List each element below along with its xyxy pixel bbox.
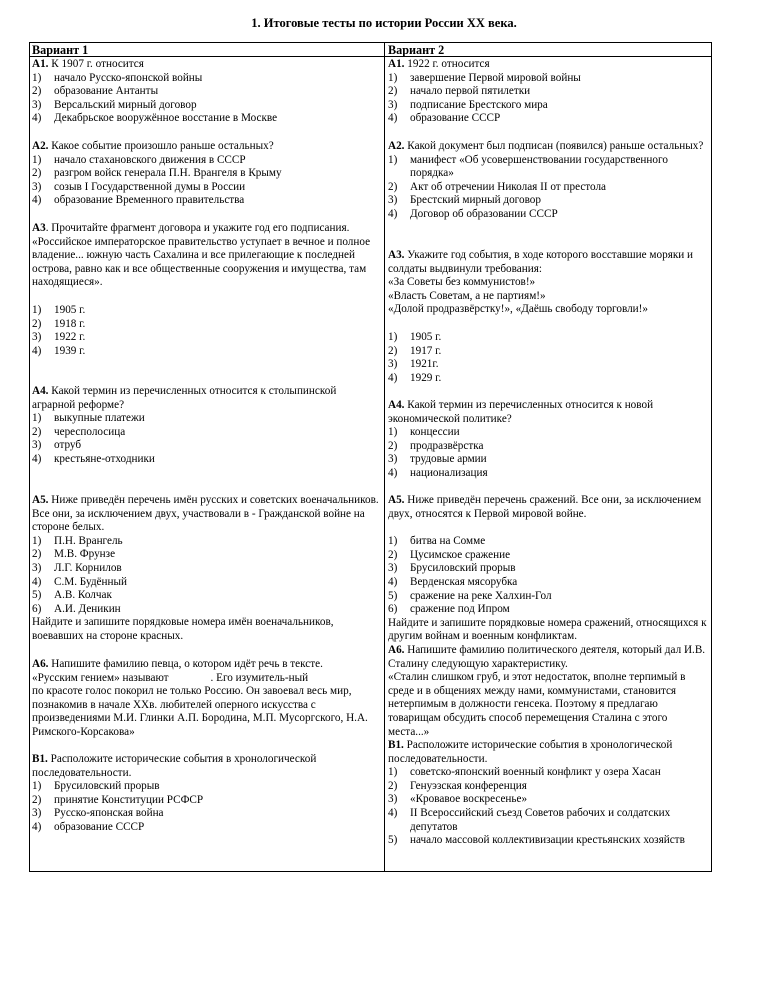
question-text: 1922 г. относится xyxy=(404,58,490,70)
option: 4) Договор об образовании СССР xyxy=(388,207,558,220)
option: 6) А.И. Деникин xyxy=(32,602,121,615)
question-text: Напишите фамилию певца, о котором идёт речь в тексте. xyxy=(48,658,323,670)
question-label: A6. xyxy=(388,644,405,656)
option: 2) М.В. Фрунзе xyxy=(32,548,116,561)
option: 5) сражение на реке Халхин-Гол xyxy=(388,589,552,602)
question-label: A4. xyxy=(388,399,405,411)
question-label: A3. xyxy=(388,249,405,261)
option: 2) начало первой пятилетки xyxy=(388,85,531,98)
v1-question-a5 xyxy=(32,494,382,644)
option: 1) советско-японский военный конфликт у озера Хасан xyxy=(388,766,661,779)
option: 3) подписание Брестского мира xyxy=(388,98,548,111)
document-title: 1. Итоговые тесты по истории России XX века. xyxy=(251,16,517,30)
option: 2) принятие Конституции РСФСР xyxy=(32,793,204,806)
v2-question-a3 xyxy=(388,249,710,385)
slogan: «За Советы без коммунистов!» xyxy=(388,276,536,289)
option: 4) 1939 г. xyxy=(32,344,86,357)
question-label: A3 xyxy=(32,222,46,234)
option: 2) Акт об отречении Николая II от престола xyxy=(388,180,607,193)
option: 2) продразвёрстка xyxy=(388,439,484,452)
option: 3) отруб xyxy=(32,439,82,452)
option: 4) 1929 г. xyxy=(388,371,442,384)
variant-2-header: Вариант 2 xyxy=(388,43,445,57)
v2-question-a2 xyxy=(388,140,710,222)
quote-start: «Русским гением» называют xyxy=(32,671,169,684)
option: 4) национализация xyxy=(388,466,488,479)
question-text: . Прочитайте фрагмент договора и укажите год его подписания. xyxy=(45,222,350,234)
option: 3) Версальский мирный договор xyxy=(32,98,197,111)
question-label: B1. xyxy=(32,753,48,765)
question-label: A2. xyxy=(388,140,405,152)
option: 3) 1922 г. xyxy=(32,331,86,344)
option: 3) трудовые армии xyxy=(388,453,487,466)
question-text: Расположите исторические события в хронологической последовательности. xyxy=(388,739,673,765)
instruction-text: Найдите и запишите порядковые номера сражений, относящихся к другим войнам и военным конфликтам. xyxy=(388,616,707,643)
question-text: Ниже приведён перечень сражений. Все они, за исключением двух, относятся к Первой мировой войне. xyxy=(388,494,702,520)
option: 1) Брусиловский прорыв xyxy=(32,780,160,793)
question-text: Ниже приведён перечень имён русских и советских военачальников. Все они, за исключением двух, участвовали в - Гражданской войне на стороне белых. xyxy=(32,494,379,534)
question-label: A4. xyxy=(32,385,49,397)
option: 3) 1921г. xyxy=(388,358,439,371)
question-label: A1. xyxy=(32,58,49,70)
question-text: Напишите фамилию политического деятеля, который дал И.В. Сталину следующую характеристику. xyxy=(388,644,706,670)
instruction-text: Найдите и запишите порядковые номера имён военачальников, воевавших на стороне красных. xyxy=(32,616,334,642)
v2-question-a1 xyxy=(388,58,710,126)
option: 2) Цусимское сражение xyxy=(388,548,511,561)
option: 4) С.М. Будённый xyxy=(32,575,127,588)
question-label: A5. xyxy=(388,494,405,506)
v2-question-a6 xyxy=(388,644,710,739)
option: 3) Брестский мирный договор xyxy=(388,194,541,207)
question-text: К 1907 г. относится xyxy=(48,58,144,70)
v2-question-b1 xyxy=(388,739,710,848)
option: 1) 1905 г. xyxy=(388,330,442,343)
option: 4) образование СССР xyxy=(388,112,501,125)
v1-question-a3 xyxy=(32,222,382,358)
option: 2) образование Антанты xyxy=(32,85,159,98)
option: 2) 1917 г. xyxy=(388,344,442,357)
option: 1) начало Русско-японской войны xyxy=(32,71,203,84)
option: 1) завершение Первой мировой войны xyxy=(388,71,581,84)
option: 4) образование Временного правительства xyxy=(32,194,245,207)
option: 4) Декабрьское вооружённое восстание в Москве xyxy=(32,112,278,125)
option: 2) чересполосица xyxy=(32,425,126,438)
v1-question-a2 xyxy=(32,140,382,208)
question-label: B1. xyxy=(388,739,404,751)
question-text: Укажите год события, в ходе которого восставшие моряки и солдаты выдвинули требования: xyxy=(388,249,694,275)
option: 4) Верденская мясорубка xyxy=(388,575,518,588)
option: 4) II Всероссийский съезд Советов рабочих и солдатских депутатов xyxy=(388,806,671,833)
question-text: Какой документ был подписан (появился) раньше остальных? xyxy=(404,140,704,152)
slogan: «Власть Советам, а не партиям!» xyxy=(388,289,546,302)
question-text: Какой термин из перечисленных относится к столыпинской аграрной реформе? xyxy=(32,385,337,411)
option: 1) выкупные платежи xyxy=(32,412,145,425)
option: 5) начало массовой коллективизации крестьянских хозяйств xyxy=(388,834,685,847)
column-divider xyxy=(384,43,385,871)
option: 6) сражение под Ипром xyxy=(388,603,510,616)
option: 1) манифест «Об усовершенствовании государственного порядка» xyxy=(388,153,668,180)
option: 1) 1905 г. xyxy=(32,303,86,316)
document-quote: «Российское императорское правительство уступает в вечное и полное владение... южную часть Сахалина и все прилегающие к последней острова, равно как и все общественные сооружения и имущества, там находящиеся». xyxy=(32,235,371,289)
variant-2-column xyxy=(388,43,710,847)
option: 3) «Кровавое воскресенье» xyxy=(388,793,528,806)
test-table xyxy=(29,42,712,872)
variant-1-column xyxy=(32,43,382,833)
question-label: A2. xyxy=(32,140,49,152)
option: 1) начало стахановского движения в СССР xyxy=(32,153,246,166)
option: 5) А.В. Колчак xyxy=(32,589,112,602)
question-label: A5. xyxy=(32,494,49,506)
quote-text: по красоте голос покорил не только Россию. Он завоевал весь мир, познакомив в начале XXв. любителей оперного искусства с произведениями М.И. Глинки А.П. Бородина, М.П. Мусоргского, Н.А. Римского-Корсакова» xyxy=(32,685,368,738)
option: 3) созыв I Государственной думы в России xyxy=(32,180,246,193)
question-text: Какой термин из перечисленных относится к новой экономической политике? xyxy=(388,399,654,425)
option: 2) Генуэзская конференция xyxy=(388,779,527,792)
option: 2) разгром войск генерала П.Н. Врангеля в Крыму xyxy=(32,167,282,180)
option: 2) 1918 г. xyxy=(32,317,86,330)
v1-question-a6 xyxy=(32,658,382,740)
option: 1) битва на Сомме xyxy=(388,535,486,548)
option: 1) П.Н. Врангель xyxy=(32,534,123,547)
v1-question-a4 xyxy=(32,385,382,467)
question-label: A1. xyxy=(388,58,405,70)
v2-question-a5 xyxy=(388,494,710,644)
v2-question-a4 xyxy=(388,399,710,481)
question-text: Расположите исторические события в хронологической последовательности. xyxy=(32,753,317,779)
question-text: Какое событие произошло раньше остальных? xyxy=(48,140,274,152)
slogan: «Долой продразвёрстку!», «Даёшь свободу торговли!» xyxy=(388,303,648,316)
option: 3) Русско-японская война xyxy=(32,807,164,820)
quote-text: «Сталин слишком груб, и этот недостаток, вполне терпимый в среде и в общениях между нами, коммунистами, становится нетерпимым в должности генсека. Поэтому я предлагаю товарищам обсудить способ перемещения Сталина с этого места...» xyxy=(388,671,686,738)
option: 3) Л.Г. Корнилов xyxy=(32,561,122,574)
option: 3) Брусиловский прорыв xyxy=(388,562,516,575)
option: 4) образование СССР xyxy=(32,820,145,833)
v1-question-a1 xyxy=(32,58,382,126)
question-label: A6. xyxy=(32,658,49,670)
v1-question-b1 xyxy=(32,753,382,835)
variant-1-header: Вариант 1 xyxy=(32,43,89,57)
option: 1) концессии xyxy=(388,426,460,439)
option: 4) крестьяне-отходники xyxy=(32,452,155,465)
quote-continuation: . Его изумитель-ный xyxy=(210,671,309,684)
